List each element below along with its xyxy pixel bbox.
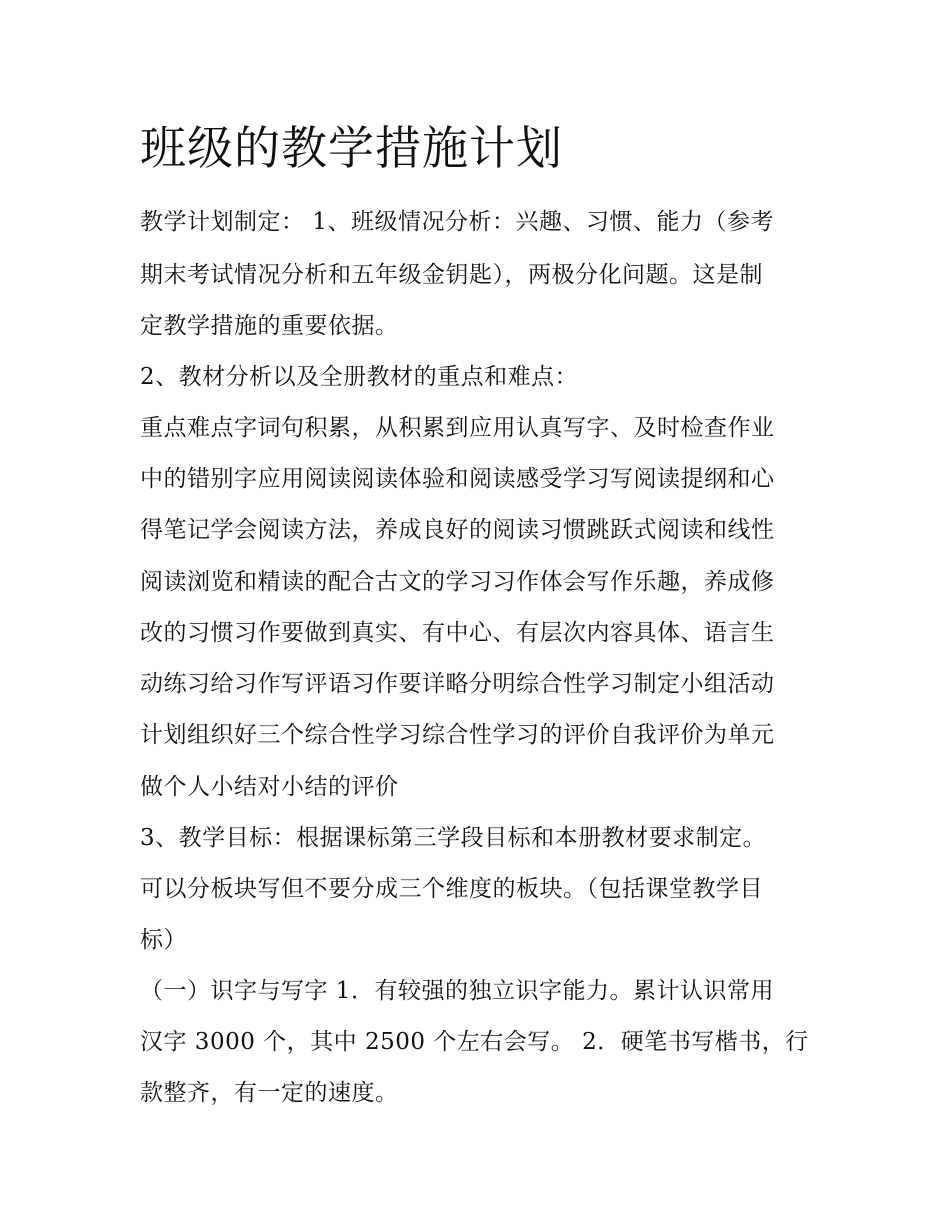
body-line-16: （一）识字与写字 1．有较强的独立识字能力。累计认识常用: [140, 978, 774, 1004]
body-line-10: 动练习给习作写评语习作要详略分明综合性学习制定小组活动: [140, 671, 775, 697]
body-line-12: 做个人小结对小结的评价: [140, 774, 399, 800]
body-line-11: 计划组织好三个综合性学习综合性学习的评价自我评价为单元: [140, 722, 775, 748]
body-line-8: 阅读浏览和精读的配合古文的学习习作体会写作乐趣，养成修: [140, 569, 775, 595]
body-line-6: 中的错别字应用阅读阅读体验和阅读感受学习写阅读提纲和心: [140, 466, 775, 492]
body-line-15: 标）: [140, 927, 187, 953]
body-line-9: 改的习惯习作要做到真实、有中心、有层次内容具体、语言生: [140, 620, 775, 646]
body-line-2: 期末考试情况分析和五年级金钥匙），两极分化问题。这是制: [140, 262, 763, 288]
body-line-3: 定教学措施的重要依据。: [140, 313, 399, 339]
body-line-7: 得笔记学会阅读方法，养成良好的阅读习惯跳跃式阅读和线性: [140, 517, 775, 543]
body-line-17: 汉字 3000 个，其中 2500 个左右会写。 2．硬笔书写楷书，行: [140, 1029, 809, 1055]
body-line-4: 2、教材分析以及全册教材的重点和难点：: [140, 364, 579, 390]
document-title: 班级的教学措施计划: [140, 121, 563, 175]
body-line-5: 重点难点字词句积累，从积累到应用认真写字、及时检查作业: [140, 415, 775, 441]
body-line-18: 款整齐，有一定的速度。: [140, 1080, 399, 1106]
body-line-13: 3、教学目标：根据课标第三学段目标和本册教材要求制定。: [140, 825, 767, 851]
body-line-14: 可以分板块写但不要分成三个维度的板块。（包括课堂教学目: [140, 876, 763, 902]
body-line-1: 教学计划制定： 1、班级情况分析：兴趣、习惯、能力（参考: [140, 209, 774, 235]
